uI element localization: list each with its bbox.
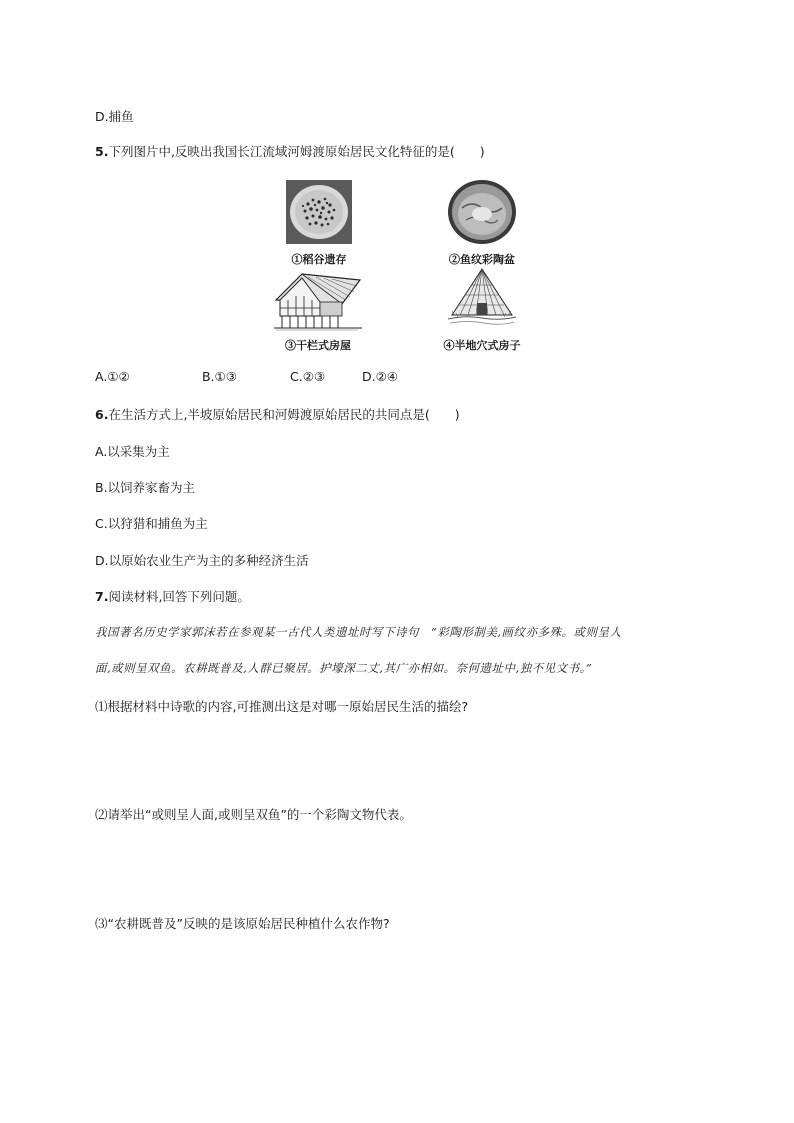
q5-number: 5. bbox=[95, 144, 109, 159]
q6-stem: 在生活方式上,半坡原始居民和河姆渡原始居民的共同点是( ) bbox=[108, 407, 460, 422]
q7-question bbox=[95, 587, 250, 605]
rice-grain-remains-image bbox=[286, 180, 352, 244]
q5-option-b[interactable]: B.①③ bbox=[202, 369, 237, 384]
stilt-house-caption: ③干栏式房屋 bbox=[285, 339, 351, 352]
rice-grain-remains-caption: ①稻谷遗存 bbox=[291, 253, 347, 266]
q5-question bbox=[95, 142, 485, 160]
q7-subquestion-1: ⑴根据材料中诗歌的内容,可推测出这是对哪一原始居民生活的描绘? bbox=[95, 699, 469, 714]
q7-stem: 阅读材料,回答下列问题。 bbox=[108, 589, 250, 604]
q6-question bbox=[95, 405, 460, 423]
q7-subquestion-2: ⑵请举出“或则呈人面,或则呈双鱼”的一个彩陶文物代表。 bbox=[95, 807, 412, 822]
q5-stem: 下列图片中,反映出我国长江流域河姆渡原始居民文化特征的是( ) bbox=[108, 144, 485, 159]
fish-pattern-pottery-basin-image bbox=[446, 178, 518, 246]
q4-option-d: D.捕鱼 bbox=[95, 109, 134, 124]
fish-pattern-pottery-basin-caption: ②鱼纹彩陶盆 bbox=[449, 253, 515, 266]
q6-option-b[interactable]: B.以饲养家畜为主 bbox=[95, 480, 196, 495]
q7-material-line-2: 面,或则呈双鱼。农耕既普及,人群已聚居。护壕深二丈,其广亦相如。奈何遗址中,独不见文书。” bbox=[95, 661, 593, 675]
q7-number: 7. bbox=[95, 589, 109, 604]
q5-option-a[interactable]: A.①② bbox=[95, 369, 130, 384]
q6-number: 6. bbox=[95, 407, 109, 422]
semi-subterranean-house-image bbox=[446, 267, 518, 331]
q6-option-a[interactable]: A.以采集为主 bbox=[95, 444, 170, 459]
q7-material-line-1: 我国著名历史学家郭沫若在参观某一古代人类遗址时写下诗句 “彩陶形制美,画纹亦多殊。或则呈人 bbox=[95, 625, 622, 639]
q5-option-c[interactable]: C.②③ bbox=[290, 369, 326, 384]
q5-option-d[interactable]: D.②④ bbox=[362, 369, 399, 384]
semi-subterranean-house-caption: ④半地穴式房子 bbox=[443, 339, 521, 352]
q6-option-d[interactable]: D.以原始农业生产为主的多种经济生活 bbox=[95, 553, 309, 568]
q6-option-c[interactable]: C.以狩猎和捕鱼为主 bbox=[95, 516, 208, 531]
stilt-house-image bbox=[272, 270, 364, 332]
q7-subquestion-3: ⑶“农耕既普及”反映的是该原始居民种植什么农作物? bbox=[95, 916, 390, 931]
